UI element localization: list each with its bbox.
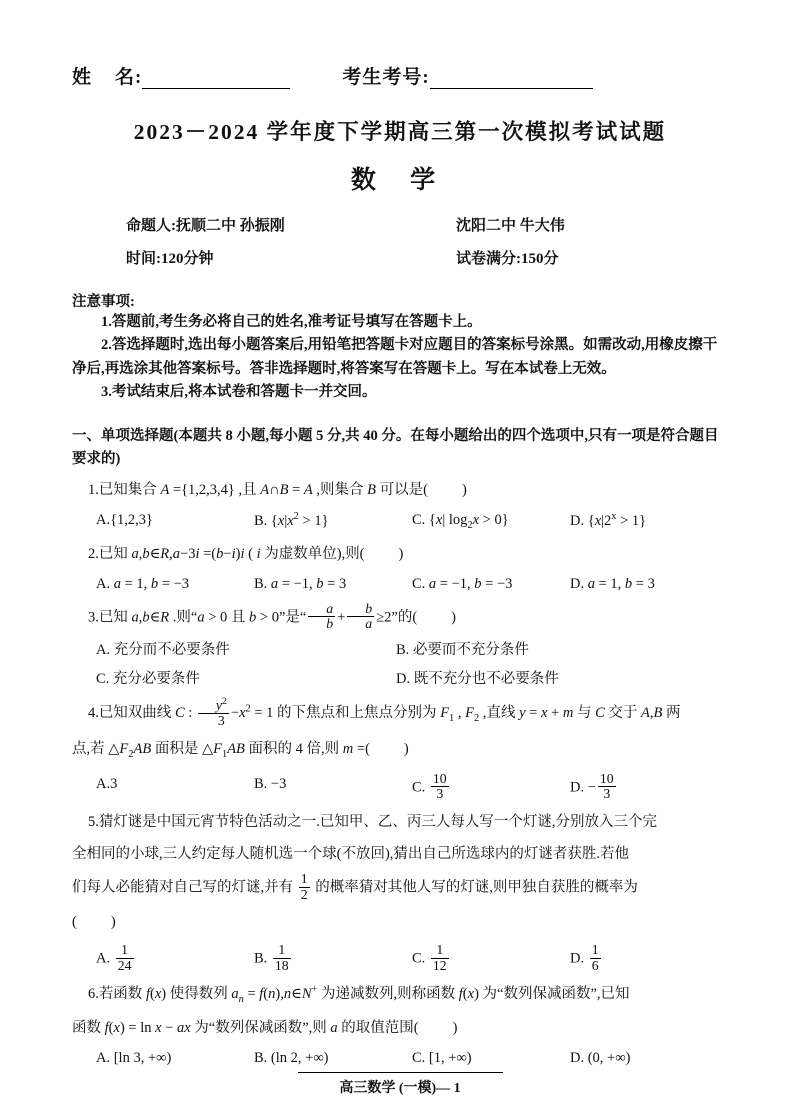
option-3-C[interactable]: C. 充分必要条件 [96, 671, 200, 688]
question-3-options-row1 [72, 639, 728, 662]
option-6-A[interactable]: A. [ln 3, +∞) [96, 1049, 172, 1066]
option-4-A[interactable]: A.3 [96, 775, 118, 792]
section-one-heading: 一、单项选择题(本题共 8 小题,每小题 5 分,共 40 分。在每小题给出的四个选项中,只有一项是符合题目要求的) [72, 427, 719, 468]
page-title: 2023－2024 学年度下学期高三第一次模拟考试试题 [133, 120, 667, 144]
option-4-B[interactable]: B. −3 [254, 775, 287, 792]
footer-rule [298, 1072, 503, 1073]
name-input-blank[interactable] [142, 74, 290, 89]
notice-heading: 注意事项: [72, 294, 135, 310]
notice-item-3: 3.考试结束后,将本试卷和答题卡一并交回。 [101, 384, 377, 401]
author-label: 命题人:抚顺二中 孙振刚 [126, 218, 285, 234]
exam-id-label: 考生考号: [342, 67, 430, 88]
question-6-options [72, 1047, 728, 1070]
question-5-options [72, 944, 728, 974]
option-2-C[interactable]: C. a = −1, b = −3 [412, 575, 513, 592]
option-3-B[interactable]: B. 必要而不充分条件 [396, 641, 529, 658]
subject-title: 数 学 [350, 167, 450, 194]
option-5-A[interactable]: A. $\frac{1}{24}$ [96, 942, 132, 973]
identity-row [72, 62, 728, 89]
question-4-options [72, 770, 728, 803]
meta-row-time [72, 247, 728, 268]
question-3-stem: 3.已知 a,b∈R .则“a > 0 且 b > 0”是“ $\frac{a}{b}$ + $\frac{b}{a}$ ≥2”的( ) [87, 600, 457, 632]
option-2-B[interactable]: B. a = −1, b = 3 [254, 575, 347, 592]
option-4-C[interactable]: C. $\frac{10}{3}$ [412, 770, 447, 802]
option-1-D[interactable]: D. $\{x|2^x > 1\}$ [570, 511, 647, 530]
option-6-C[interactable]: C. [1, +∞) [412, 1049, 472, 1066]
option-5-B[interactable]: B. $\frac{1}{18}$ [254, 942, 289, 973]
option-5-D[interactable]: D. $\frac{1}{6}$ [570, 942, 599, 973]
option-1-C[interactable]: C. {x| $\log_2x > 0$} [412, 512, 509, 532]
question-5-stem-cont3: ( ) [72, 914, 116, 931]
option-6-D[interactable]: D. (0, +∞) [570, 1049, 631, 1066]
question-2-options [72, 573, 728, 596]
meta-row-authors [72, 214, 728, 235]
option-4-D[interactable]: D. − $\frac{10}{3}$ [570, 770, 614, 802]
exam-id-input-blank[interactable] [430, 74, 593, 89]
question-1-options [72, 509, 728, 535]
question-6-stem: 6.若函数 f(x) 使得数列 $a_n$ = f(n),n∈N+ 为递减数列,则称函数 f(x) 为“数列保减函数”,已知 [87, 984, 630, 1005]
question-4-stem: 4.已知双曲线 C : $\frac{y^2}{3}$ $-x^2 = 1$ 的下焦点和上焦点分别为 $F_1$ , $F_2$ ,直线 y = x + m 与 C 交于 A,B 两 [87, 696, 681, 729]
option-2-D[interactable]: D. a = 1, b = 3 [570, 575, 655, 592]
question-4-stem-cont: 点,若 $\triangle F_2AB$ 面积是 $\triangle F_1AB$ 面积的 4 倍,则 m =( ) [72, 740, 409, 760]
option-3-A[interactable]: A. 充分而不必要条件 [96, 641, 230, 658]
total-score-label: 试卷满分:150分 [456, 251, 559, 267]
question-3-options-row2 [72, 668, 728, 691]
question-5-stem-cont2: 们每人必能猜对自己写的灯谜,并有 $\frac{1}{2}$ 的概率猜对其他人写的灯谜,则甲独自获胜的概率为 [72, 871, 638, 902]
page-footer [0, 1072, 800, 1097]
footer-text: 高三数学 (一模)— 1 [339, 1081, 461, 1096]
option-1-A[interactable]: A.{1,2,3} [96, 512, 154, 529]
question-6-stem-cont: 函数 f(x) = ln x − ax 为“数列保减函数”,则 a 的取值范围( ) [72, 1019, 458, 1036]
notice-item-2: 2.答选择题时,选出每小题答案后,用铅笔把答题卡对应题目的答案标号涂黑。如需改动,用橡皮擦干净后,再选涂其他答案标号。答非选择题时,将答案写在答题卡上。写在本试卷上无效。 [72, 337, 718, 377]
option-6-B[interactable]: B. (ln 2, +∞) [254, 1049, 329, 1066]
question-5-stem: 5.猜灯谜是中国元宵节特色活动之一.已知甲、乙、丙三人每人写一个灯谜,分别放入三个完 [87, 813, 658, 830]
name-label: 姓 名: [72, 67, 143, 88]
notice-item-1: 1.答题前,考生务必将自己的姓名,准考证号填写在答题卡上。 [101, 314, 482, 330]
option-2-A[interactable]: A. a = 1, b = −3 [96, 575, 190, 592]
question-1-stem: 1.已知集合 A ={1,2,3,4} ,且 A∩B = A ,则集合 B 可以是( ) [87, 482, 467, 499]
question-2-stem: 2.已知 a,b∈R,a−3i =(b−i)i ( i 为虚数单位),则( ) [87, 545, 404, 562]
reviewer-label: 沈阳二中 牛大伟 [456, 218, 565, 234]
option-1-B[interactable]: B. $\{x|x^2 > 1\}$ [254, 511, 329, 530]
time-label: 时间:120分钟 [126, 251, 214, 267]
option-5-C[interactable]: C. $\frac{1}{12}$ [412, 942, 447, 973]
option-3-D[interactable]: D. 既不充分也不必要条件 [396, 671, 559, 688]
question-5-stem-cont1: 全相同的小球,三人约定每人随机选一个球(不放回),猜出自己所选球内的灯谜者获胜.若他 [72, 845, 630, 862]
